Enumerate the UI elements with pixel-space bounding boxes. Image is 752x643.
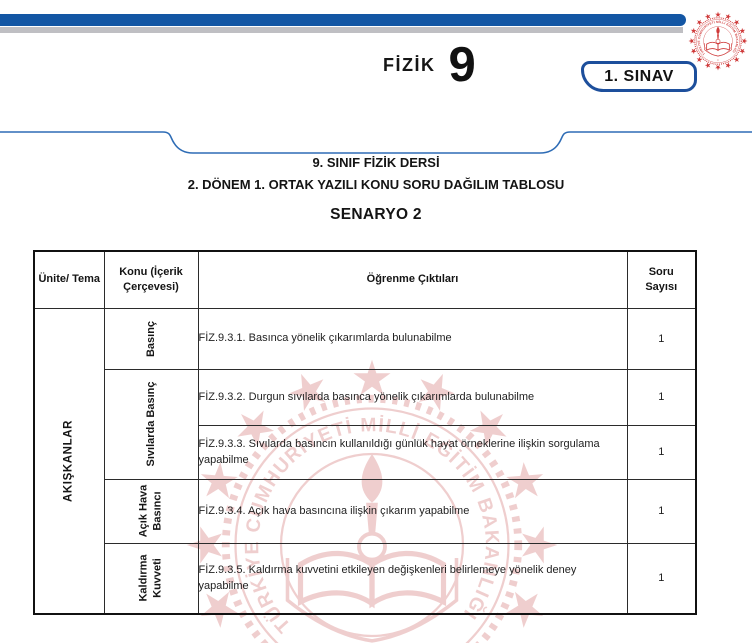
table-row [34,543,696,614]
outcome-text: FİZ.9.3.1. Basınca yönelik çıkarımlarda bulunabilme [198,308,627,369]
course-name: FİZİK [383,54,436,75]
header-topic: Konu (İçerik Çerçevesi) [104,251,198,308]
ministry-seal-icon [687,10,749,72]
question-count: 1 [627,543,696,614]
unit-label: AKIŞKANLAR [62,419,75,502]
exam-number-badge [581,61,697,92]
header-accent-bar [0,14,686,26]
topic-cell [104,543,198,614]
question-count: 1 [627,369,696,425]
outcome-text: FİZ.9.3.2. Durgun sıvılarda basınca yönelik çıkarımlarda bulunabilme [198,369,627,425]
unit-cell [34,308,104,614]
topic-label: Basınç [144,320,157,357]
topic-cell [104,369,198,479]
table-row [34,369,696,425]
table-row [34,479,696,543]
topic-cell [104,308,198,369]
question-distribution-table [33,250,697,615]
header-outcomes: Öğrenme Çıktıları [198,251,627,308]
header-unit: Ünite/ Tema [34,251,104,308]
topic-cell [104,479,198,543]
header-gray-bar [0,27,683,33]
outcome-text: FİZ.9.3.4. Açık hava basıncına ilişkin çıkarım yapabilme [198,479,627,543]
topic-label: Açık Hava Basıncı [137,484,164,538]
exam-number-label: 1. SINAV [604,67,674,85]
course-heading [383,37,476,92]
document-titles [0,155,752,224]
question-count: 1 [627,425,696,479]
table-header-row [34,251,696,308]
outcome-text: FİZ.9.3.5. Kaldırma kuvvetini etkileyen değişkenleri belirlemeye yönelik deney yapabilme [198,543,627,614]
doc-title-line1: 9. SINIF FİZİK DERSİ [312,155,440,170]
scenario-title: SENARYO 2 [330,206,422,223]
question-count: 1 [627,308,696,369]
topic-label: Kaldırma Kuvveti [137,554,164,602]
doc-title-line2: 2. DÖNEM 1. ORTAK YAZILI KONU SORU DAĞILIM TABLOSU [187,177,565,192]
tab-divider [0,128,752,158]
header-count: Soru Sayısı [627,251,696,308]
question-count: 1 [627,479,696,543]
table-row [34,308,696,369]
topic-label: Sıvılarda Basınç [144,381,157,467]
outcome-text: FİZ.9.3.3. Sıvılarda basıncın kullanıldığı günlük hayat örneklerine ilişkin sorgulama yapabilme [198,425,627,479]
grade-number: 9 [448,37,476,92]
